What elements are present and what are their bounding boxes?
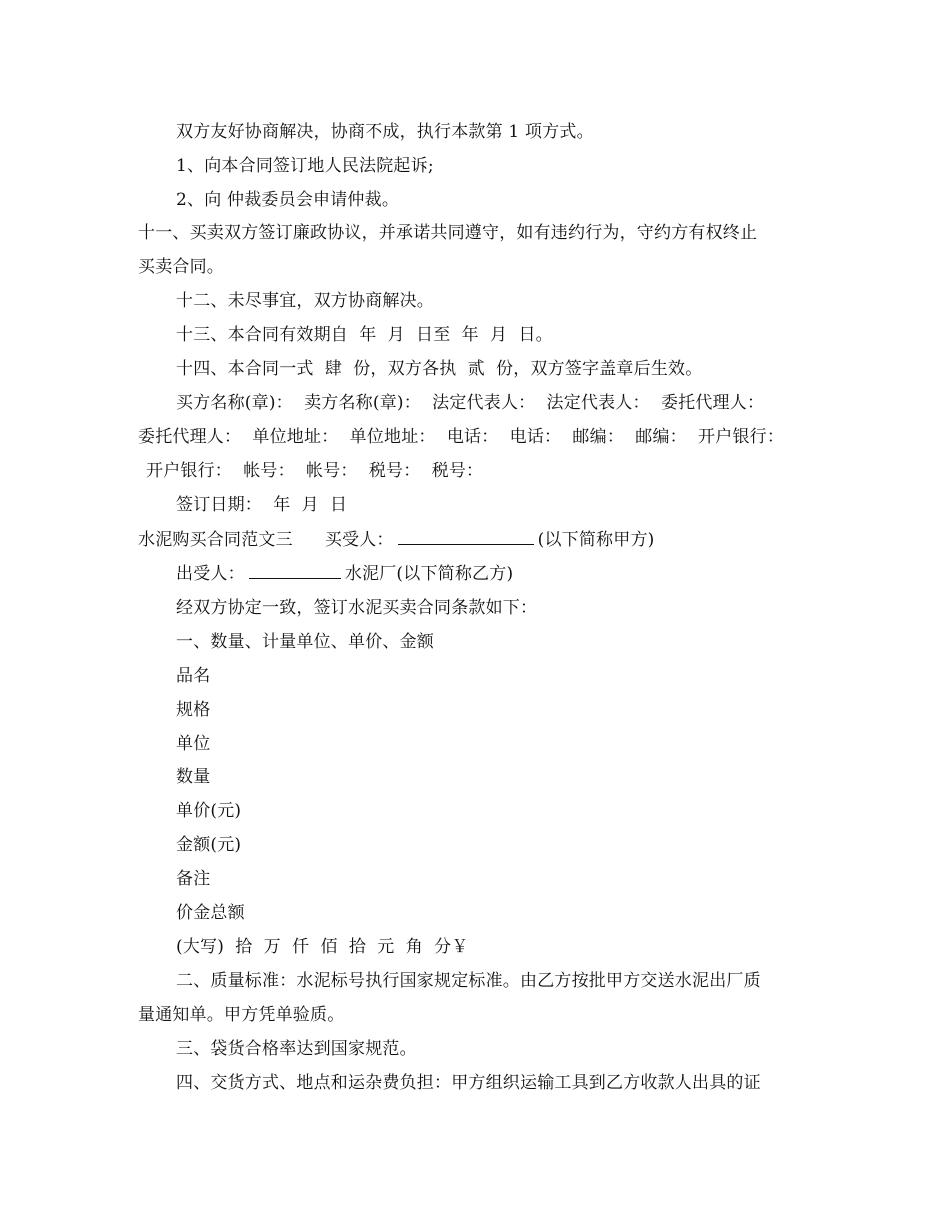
section-4-line1: 四、交货方式、地点和运杂费负担：甲方组织运输工具到乙方收款人出具的证 <box>176 1073 761 1093</box>
signing-date: 签订日期： 年 月 日 <box>176 495 348 515</box>
buyer-name-blank <box>398 524 534 545</box>
contract-title: 水泥购买合同范文三 <box>138 530 293 550</box>
seller-abbrev: 水泥厂(以下简称乙方) <box>344 564 514 584</box>
signature-block-line2: 委托代理人： 单位地址： 单位地址： 电话： 电话： 邮编： 邮编： 开户银行： <box>138 427 785 447</box>
section-2-line1: 二、质量标准：水泥标号执行国家规定标准。由乙方按批甲方交送水泥出厂质 <box>176 971 761 991</box>
section-3: 三、袋货合格率达到国家规范。 <box>176 1039 417 1059</box>
seller-label: 出受人： <box>176 564 245 584</box>
paragraph-dispute-resolution: 双方友好协商解决，协商不成，执行本款第 1 项方式。 <box>176 122 594 142</box>
seller-name-blank <box>249 558 341 579</box>
paragraph-option-arbitration: 2、向 仲裁委员会申请仲裁。 <box>176 190 400 210</box>
signature-block-line3: 开户银行： 帐号： 帐号： 税号： 税号： <box>146 461 484 481</box>
item-specification: 规格 <box>176 700 211 720</box>
item-remarks: 备注 <box>176 869 211 889</box>
section-title-sample-3 <box>138 523 655 557</box>
item-unit-price: 单价(元) <box>176 801 242 821</box>
clause-14: 十四、本合同一式 肆 份，双方各执 贰 份，双方签字盖章后生效。 <box>176 359 703 379</box>
item-amount: 金额(元) <box>176 835 242 855</box>
section-2-line2: 量通知单。甲方凭单验质。 <box>138 1005 345 1025</box>
buyer-label: 买受人： <box>324 530 394 550</box>
clause-11-line2: 买卖合同。 <box>138 257 224 277</box>
item-quantity: 数量 <box>176 767 211 787</box>
clause-11-line1: 十一、买卖双方签订廉政协议，并承诺共同遵守，如有违约行为，守约方有权终止 <box>138 223 758 243</box>
buyer-abbrev: (以下简称甲方) <box>537 530 655 550</box>
signature-block-line1: 买方名称(章)： 卖方名称(章)： 法定代表人： 法定代表人： 委托代理人： <box>176 393 765 413</box>
seller-line <box>176 557 513 591</box>
item-total-uppercase: (大写) 拾 万 仟 佰 拾 元 角 分￥ <box>176 937 469 957</box>
item-unit: 单位 <box>176 734 211 754</box>
clause-13: 十三、本合同有效期自 年 月 日至 年 月 日。 <box>176 325 553 345</box>
agreement-intro: 经双方协定一致，签订水泥买卖合同条款如下： <box>176 598 538 618</box>
item-product-name: 品名 <box>176 666 211 686</box>
clause-12: 十二、未尽事宜，双方协商解决。 <box>176 291 434 311</box>
section-1-heading: 一、数量、计量单位、单价、金额 <box>176 632 434 652</box>
paragraph-option-court: 1、向本合同签订地人民法院起诉; <box>176 156 434 176</box>
item-total-price: 价金总额 <box>176 903 245 923</box>
